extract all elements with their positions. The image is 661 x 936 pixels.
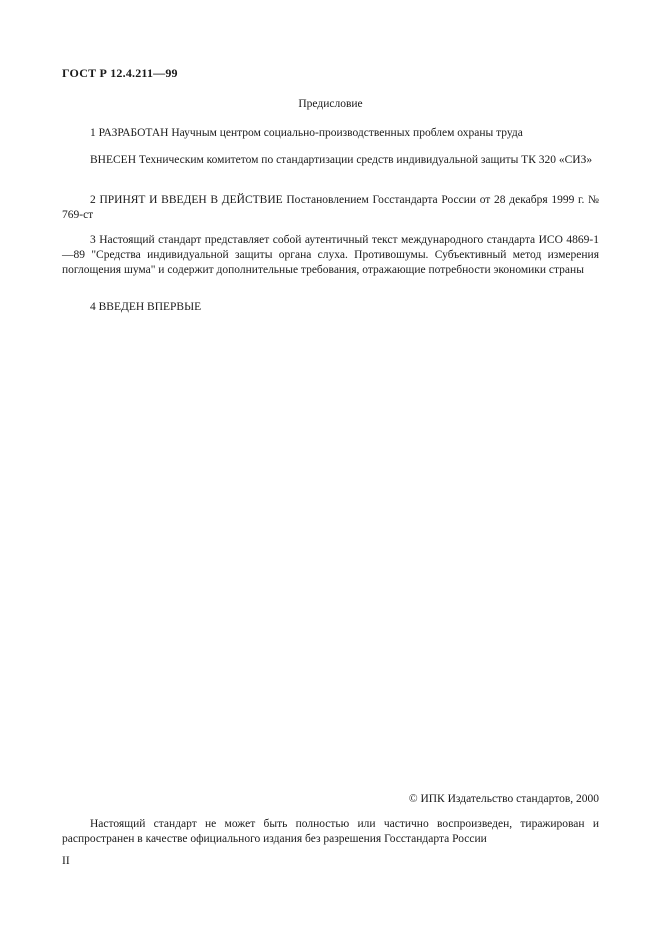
preface-paragraph-1 bbox=[62, 126, 599, 141]
paragraph-text: 1 РАЗРАБОТАН Научным центром социально-производственных проблем охраны труда bbox=[90, 127, 523, 139]
paragraph-text: 4 ВВЕДЕН ВПЕРВЫЕ bbox=[90, 301, 202, 313]
preface-paragraph-5 bbox=[62, 300, 599, 315]
copyright-line: © ИПК Издательство стандартов, 2000 bbox=[408, 793, 599, 805]
page-number: II bbox=[62, 855, 70, 867]
document-code: ГОСТ Р 12.4.211—99 bbox=[62, 66, 178, 80]
paragraph-text: 3 Настоящий стандарт представляет собой аутентичный текст международного стандарта ИСО 4869-1—89 "Средства индивидуальной защиты органа слуха. Противошумы. Субъективный метод измерения поглощения шума" и содержит дополнительные требования, отражающие потребности экономики страны bbox=[62, 234, 599, 276]
preface-title: Предисловие bbox=[298, 98, 363, 110]
preface-paragraph-3 bbox=[62, 193, 599, 223]
reproduction-notice: Настоящий стандарт не может быть полностью или частично воспроизведен, тиражирован и распространен в качестве официального издания без разрешения Госстандарта России bbox=[62, 818, 599, 845]
preface-paragraph-2 bbox=[62, 153, 599, 168]
paragraph-text: ВНЕСЕН Техническим комитетом по стандартизации средств индивидуальной защиты ТК 320 «СИЗ» bbox=[90, 154, 593, 166]
preface-paragraph-4 bbox=[62, 233, 599, 278]
paragraph-text: 2 ПРИНЯТ И ВВЕДЕН В ДЕЙСТВИЕ Постановлением Госстандарта России от 28 декабря 1999 г. № 769-ст bbox=[62, 194, 599, 221]
